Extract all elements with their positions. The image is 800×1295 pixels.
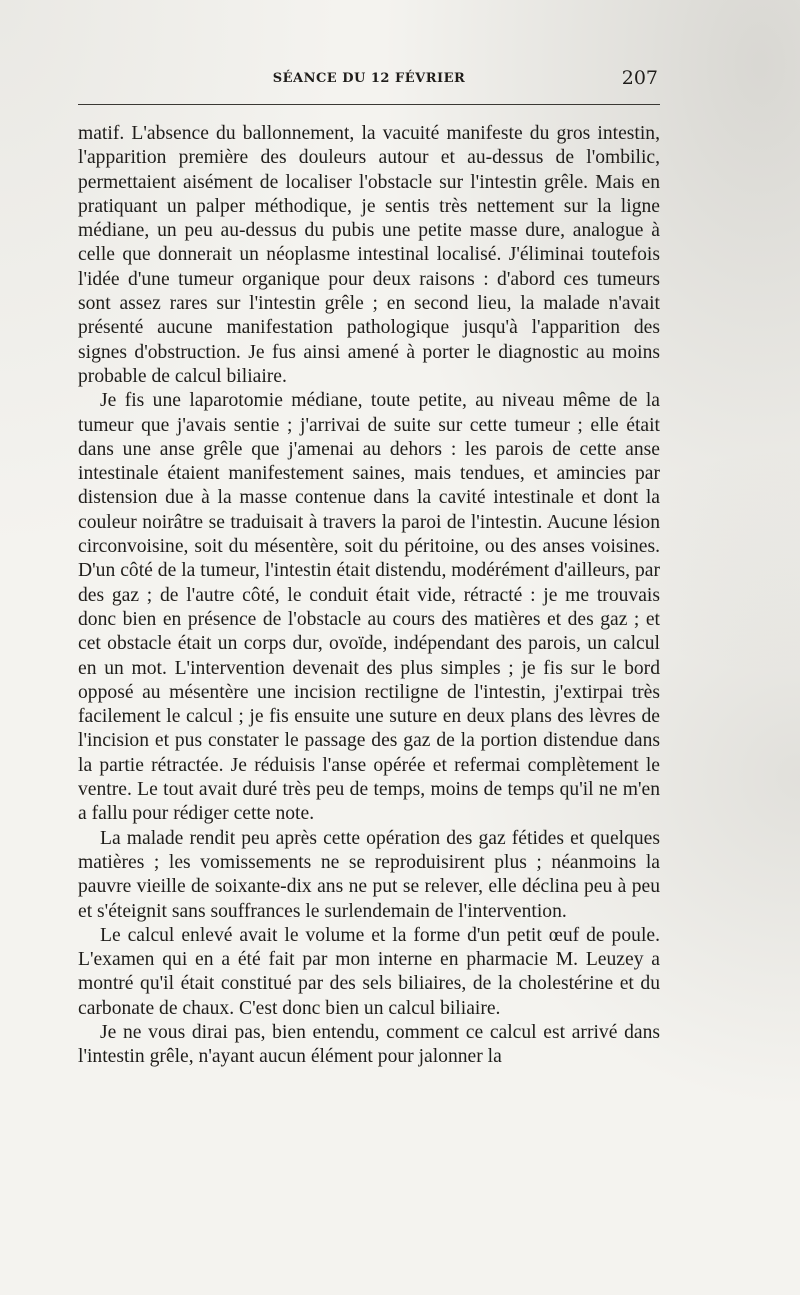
paragraph-continued: matif. L'absence du ballonnement, la vacuité manifeste du gros intestin, l'apparition première des douleurs autour et au-dessus de l'ombilic, permettaient aisément de localiser l'obstacle sur l'intestin grêle. Mais en pratiquant un palper méthodique, je sentis très nettement sur la ligne médiane, un peu au-dessus du pubis une petite masse dure, analogue à celle que donnerait un néoplasme intestinal localisé. J'éliminai toutefois l'idée d'une tumeur organique pour deux raisons : d'abord ces tumeurs sont assez rares sur l'intestin grêle ; en second lieu, la malade n'avait présenté aucune manifestation pathologique jusqu'à l'apparition des signes d'obstruction. Je fus ainsi amené à porter le diagnostic au moins probable de calcul biliaire. [78,123,660,387]
paragraph: Je ne vous dirai pas, bien entendu, comment ce calcul est arrivé dans l'intestin grêle, n'ayant aucun élément pour jalonner la [78,1021,660,1068]
page-number: 207 [621,67,658,89]
body-text [78,122,660,1070]
paragraph: La malade rendit peu après cette opération des gaz fétides et quelques matières ; les vomissements ne se reproduisirent plus ; néanmoins la pauvre vieille de soixante-dix ans ne put se relever, elle déclina peu à peu et s'éteignit sans souffrances le surlendemain de l'intervention. [78,827,660,922]
paragraph: Le calcul enlevé avait le volume et la forme d'un petit œuf de poule. L'examen qui en a été fait par mon interne en pharmacie M. Leuzey a montré qu'il était constitué par des sels biliaires, de la cholestérine et du carbonate de chaux. C'est donc bien un calcul biliaire. [78,924,660,1019]
page-header [78,66,660,96]
running-title: SÉANCE DU 12 FÉVRIER [272,71,466,86]
header-rule [78,104,660,105]
paragraph: Je fis une laparotomie médiane, toute petite, au niveau même de la tumeur que j'avais sentie ; j'arrivai de suite sur cette tumeur ; elle était dans une anse grêle que j'amenai au dehors : les parois de cette anse intestinale étaient manifestement saines, mais tendues, et amincies par distension due à la masse contenue dans la cavité intestinale et dont la couleur noirâtre se traduisait à travers la paroi de l'intestin. Aucune lésion circonvoisine, soit du mésentère, soit du péritoine, ou des anses voisines. D'un côté de la tumeur, l'intestin était distendu, modérément d'ailleurs, par des gaz ; de l'autre côté, le conduit était vide, rétracté : je me trouvais donc bien en présence de l'obstacle au cours des matières et des gaz ; et cet obstacle était un corps dur, ovoïde, indépendant des parois, un calcul en un mot. L'intervention devenait des plus simples ; je fis sur le bord opposé au mésentère une incision rectiligne de l'intestin, j'extirpai très facilement le calcul ; je fis ensuite une suture en deux plans des lèvres de l'incision et pus constater le passage des gaz de la portion distendue dans la partie rétractée. Je réduisis l'anse opérée et refermai complètement le ventre. Le tout avait duré très peu de temps, moins de temps qu'il ne m'en a fallu pour rédiger cette note. [78,390,660,825]
